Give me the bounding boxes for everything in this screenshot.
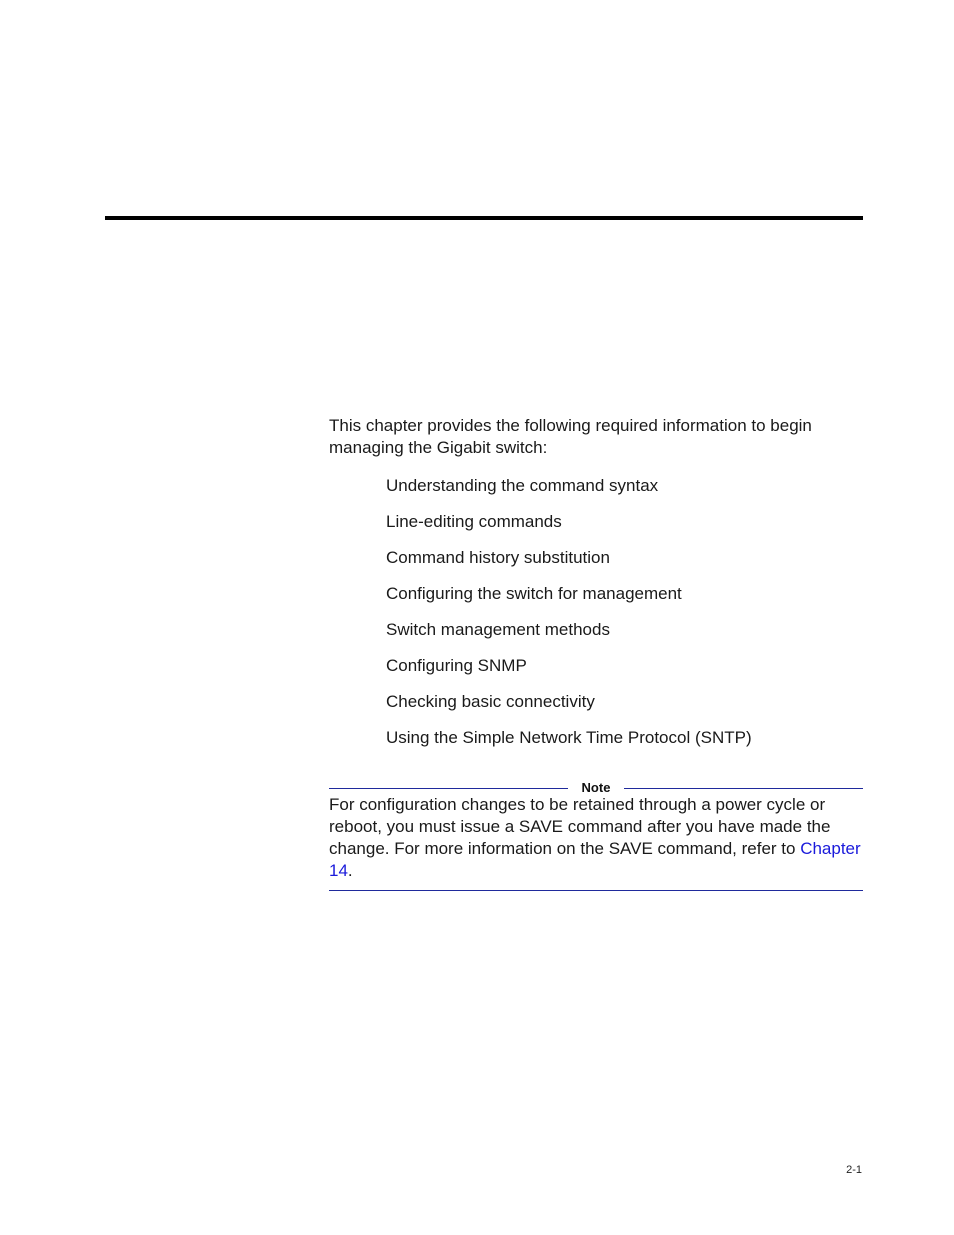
list-item: Checking basic connectivity: [386, 692, 595, 711]
list-item: Understanding the command syntax: [386, 476, 659, 495]
list-item: Configuring SNMP: [386, 656, 527, 675]
chapter-title-rule: [105, 216, 863, 220]
topic-list: [386, 474, 752, 762]
note-rule-right: [624, 788, 863, 789]
list-item: Configuring the switch for management: [386, 584, 682, 603]
intro-paragraph: This chapter provides the following required information to begin managing the Gigabit switch:: [329, 416, 812, 457]
note-bottom-rule: [329, 890, 863, 891]
note-end-punct: .: [347, 861, 353, 880]
list-item: Command history substitution: [386, 548, 610, 567]
list-item: Line-editing commands: [386, 512, 562, 531]
list-item: Using the Simple Network Time Protocol (SNTP): [386, 728, 752, 747]
list-item: Switch management methods: [386, 620, 610, 639]
note-text: For configuration changes to be retained through a power cycle or reboot, you must issue a SAVE command after you have made the change. For more information on the SAVE command, refer to: [329, 795, 831, 858]
note-rule-left: [329, 788, 568, 789]
page-number: 2-1: [846, 1164, 862, 1176]
chapter-14-link[interactable]: Chapter 14: [329, 839, 861, 880]
note-label: Note: [581, 780, 611, 795]
note-body: [329, 794, 863, 882]
